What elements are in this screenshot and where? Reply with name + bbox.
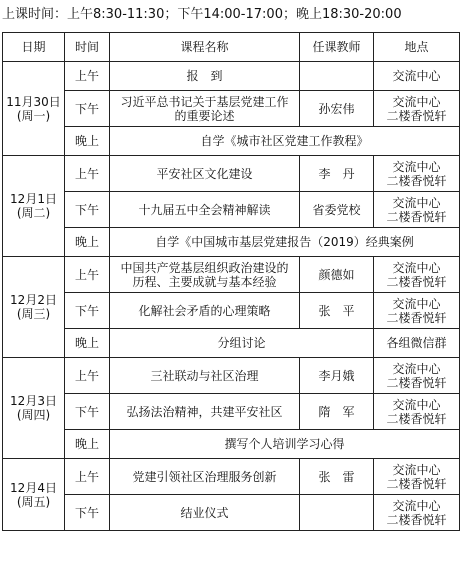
period-cell: 下午: [65, 91, 110, 127]
table-row: [3, 495, 460, 531]
location-cell: 各组微信群: [374, 329, 460, 358]
location-cell: 交流中心 二楼香悦轩: [374, 394, 460, 430]
location-cell: 交流中心 二楼香悦轩: [374, 358, 460, 394]
header-location: 地点: [374, 33, 460, 62]
teacher-cell: 张 雷: [300, 459, 374, 495]
teacher-cell: 张 平: [300, 293, 374, 329]
table-row: [3, 91, 460, 127]
period-cell: 上午: [65, 257, 110, 293]
table-row: [3, 192, 460, 228]
course-cell: 习近平总书记关于基层党建工作 的重要论述: [110, 91, 300, 127]
table-row: [3, 394, 460, 430]
teacher-cell: [300, 62, 374, 91]
location-cell: 交流中心 二楼香悦轩: [374, 91, 460, 127]
course-cell: 报 到: [110, 62, 300, 91]
class-hours-line: 上课时间：上午8:30-11:30；下午14:00-17:00；晚上18:30-20:00: [2, 7, 402, 22]
table-row: [3, 430, 460, 459]
period-cell: 上午: [65, 358, 110, 394]
course-cell: 中国共产党基层组织政治建设的 历程、主要成就与基本经验: [110, 257, 300, 293]
teacher-cell: 隋 军: [300, 394, 374, 430]
period-cell: 晚上: [65, 228, 110, 257]
date-cell: 12月1日 (周二): [3, 156, 65, 257]
table-row: [3, 156, 460, 192]
evening-activity-cell: 撰写个人培训学习心得: [110, 430, 460, 459]
location-cell: 交流中心 二楼香悦轩: [374, 293, 460, 329]
location-cell: 交流中心 二楼香悦轩: [374, 257, 460, 293]
teacher-cell: 省委党校: [300, 192, 374, 228]
course-cell: 结业仪式: [110, 495, 300, 531]
schedule-table: [2, 32, 460, 531]
period-cell: 下午: [65, 293, 110, 329]
teacher-cell: 孙宏伟: [300, 91, 374, 127]
location-cell: 交流中心: [374, 62, 460, 91]
table-row: [3, 228, 460, 257]
table-row: [3, 293, 460, 329]
location-cell: 交流中心 二楼香悦轩: [374, 459, 460, 495]
period-cell: 晚上: [65, 127, 110, 156]
date-cell: 11月30日 (周一): [3, 62, 65, 156]
period-cell: 晚上: [65, 430, 110, 459]
header-teacher: 任课教师: [300, 33, 374, 62]
date-cell: 12月3日 (周四): [3, 358, 65, 459]
period-cell: 下午: [65, 192, 110, 228]
header-course: 课程名称: [110, 33, 300, 62]
date-cell: 12月2日 (周三): [3, 257, 65, 358]
course-cell: 三社联动与社区治理: [110, 358, 300, 394]
period-cell: 上午: [65, 459, 110, 495]
evening-activity-cell: 分组讨论: [110, 329, 374, 358]
table-row: [3, 62, 460, 91]
table-row: [3, 358, 460, 394]
period-cell: 晚上: [65, 329, 110, 358]
course-cell: 党建引领社区治理服务创新: [110, 459, 300, 495]
table-row: [3, 459, 460, 495]
teacher-cell: [300, 495, 374, 531]
table-row: [3, 329, 460, 358]
course-cell: 平安社区文化建设: [110, 156, 300, 192]
course-cell: 弘扬法治精神，共建平安社区: [110, 394, 300, 430]
table-row: [3, 127, 460, 156]
location-cell: 交流中心 二楼香悦轩: [374, 192, 460, 228]
table-row: [3, 257, 460, 293]
teacher-cell: 李月娥: [300, 358, 374, 394]
location-cell: 交流中心 二楼香悦轩: [374, 495, 460, 531]
period-cell: 下午: [65, 495, 110, 531]
header-period: 时间: [65, 33, 110, 62]
table-header-row: [3, 33, 460, 62]
evening-activity-cell: 自学《中国城市基层党建报告（2019）经典案例: [110, 228, 460, 257]
date-cell: 12月4日 (周五): [3, 459, 65, 531]
teacher-cell: 李 丹: [300, 156, 374, 192]
period-cell: 下午: [65, 394, 110, 430]
header-date: 日期: [3, 33, 65, 62]
period-cell: 上午: [65, 62, 110, 91]
course-cell: 十九届五中全会精神解读: [110, 192, 300, 228]
evening-activity-cell: 自学《城市社区党建工作教程》: [110, 127, 460, 156]
period-cell: 上午: [65, 156, 110, 192]
teacher-cell: 颜德如: [300, 257, 374, 293]
course-cell: 化解社会矛盾的心理策略: [110, 293, 300, 329]
location-cell: 交流中心 二楼香悦轩: [374, 156, 460, 192]
